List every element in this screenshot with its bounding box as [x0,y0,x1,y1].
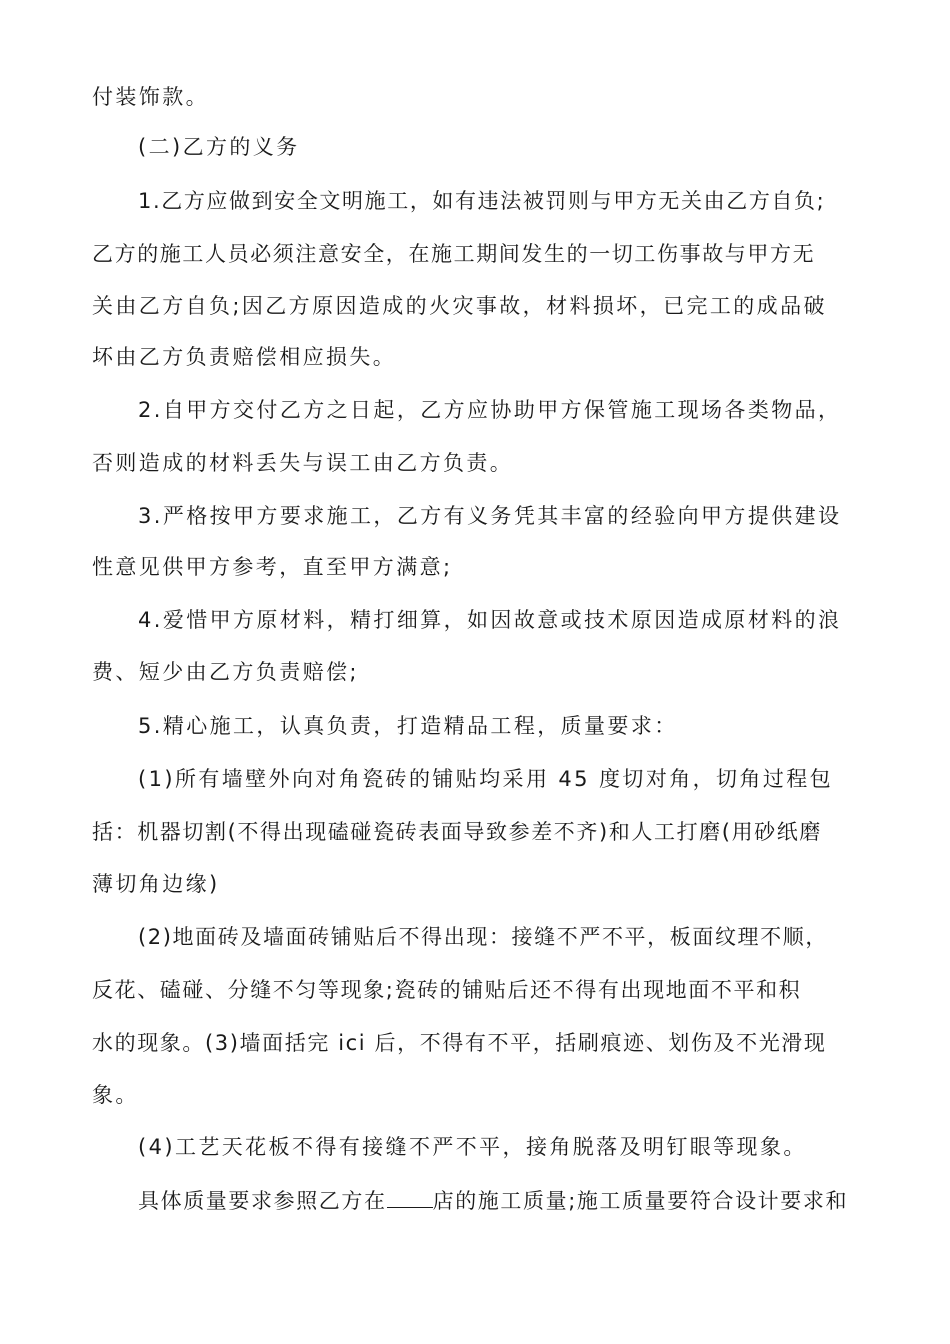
paragraph-line: 性意见供甲方参考，直至甲方满意; [92,555,453,579]
paragraph-line: (1)所有墙壁外向对角瓷砖的铺贴均采用 45 度切对角，切角过程包 [138,767,834,791]
paragraph-line: 水的现象。(3)墙面括完 ici 后，不得有不平，括刷痕迹、划伤及不光滑现 [92,1031,827,1055]
line-text-before-blank: 具体质量要求参照乙方在 [138,1189,387,1213]
paragraph-line: 3.严格按甲方要求施工，乙方有义务凭其丰富的经验向甲方提供建设 [138,504,842,528]
paragraph-line-with-blank [138,1187,872,1215]
line-text-after-blank: 店的施工质量;施工质量要符合设计要求和 [432,1189,849,1213]
paragraph-line: 5.精心施工，认真负责，打造精品工程，质量要求： [138,714,678,738]
paragraph-line: 乙方的施工人员必须注意安全，在施工期间发生的一切工伤事故与甲方无 [92,242,816,266]
paragraph-line: 象。 [92,1083,139,1107]
paragraph-line: 坏由乙方负责赔偿相应损失。 [92,345,397,369]
section-heading: (二)乙方的义务 [138,135,300,159]
paragraph-line: 括：机器切割(不得出现磕碰瓷砖表面导致参差不齐)和人工打磨(用砂纸磨 [92,820,822,844]
paragraph-line: 否则造成的材料丢失与误工由乙方负责。 [92,451,514,475]
paragraph-line: 付装饰款。 [92,85,209,109]
paragraph-line: 反花、磕碰、分缝不匀等现象;瓷砖的铺贴后还不得有出现地面不平和积 [92,978,802,1002]
paragraph-line: 1.乙方应做到安全文明施工，如有违法被罚则与甲方无关由乙方自负; [138,189,826,213]
paragraph-line: (2)地面砖及墙面砖铺贴后不得出现：接缝不严不平，板面纹理不顺， [138,925,828,949]
paragraph-line: 薄切角边缘) [92,872,220,896]
paragraph-line: 4.爱惜甲方原材料，精打细算，如因故意或技术原因造成原材料的浪 [138,608,842,632]
paragraph-line: 2.自甲方交付乙方之日起，乙方应协助甲方保管施工现场各类物品， [138,398,842,422]
paragraph-line: 关由乙方自负;因乙方原因造成的火灾事故，材料损坏，已完工的成品破 [92,294,827,318]
paragraph-line: (4)工艺天花板不得有接缝不严不平，接角脱落及明钉眼等现象。 [138,1135,807,1159]
paragraph-line: 费、短少由乙方负责赔偿; [92,660,359,684]
fill-in-blank [387,1187,433,1208]
